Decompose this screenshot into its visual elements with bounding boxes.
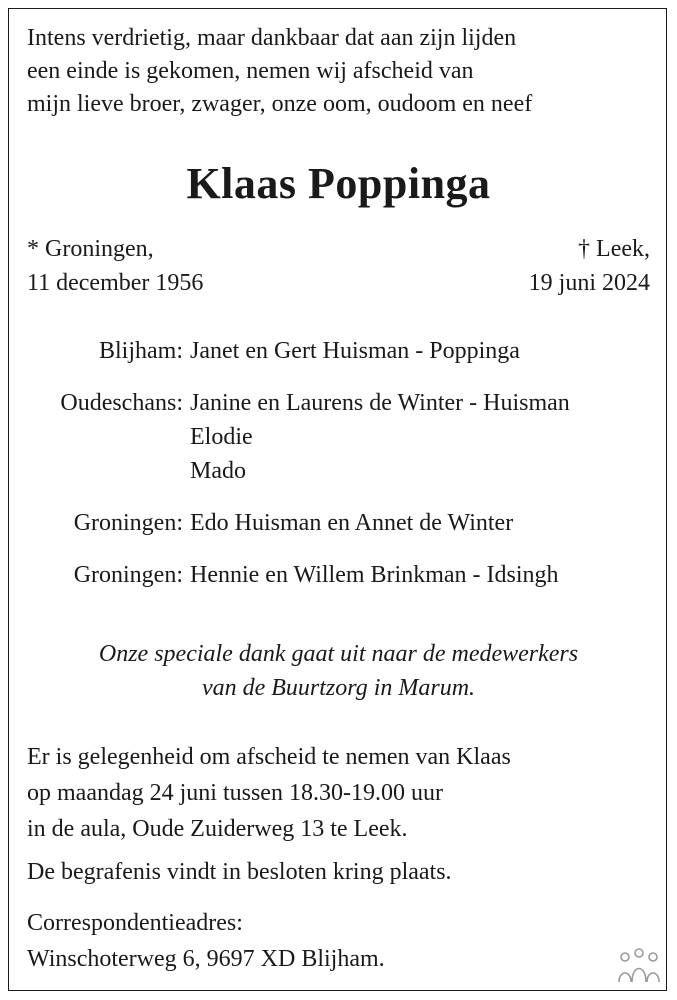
relative-name: Janine en Laurens de Winter - Huisman bbox=[190, 390, 570, 416]
intro-line: mijn lieve broer, zwager, onze oom, oudoom en neef bbox=[27, 91, 533, 117]
relative-names bbox=[183, 334, 520, 368]
relative-place: Groningen: bbox=[73, 510, 183, 536]
death-info bbox=[529, 232, 650, 300]
people-group-icon bbox=[617, 948, 661, 986]
relative-name: Hennie en Willem Brinkman - Idsingh bbox=[190, 562, 559, 588]
death-date: 19 juni 2024 bbox=[528, 270, 650, 296]
relative-entry bbox=[0, 506, 677, 540]
relative-name: Janet en Gert Huisman - Poppinga bbox=[190, 338, 520, 364]
relative-place: Groningen: bbox=[73, 562, 183, 588]
birth-info bbox=[27, 232, 203, 300]
intro-line: Intens verdrietig, maar dankbaar dat aan zijn lijden bbox=[27, 25, 517, 51]
relative-entry bbox=[0, 558, 677, 592]
viewing-line: op maandag 24 juni tussen 18.30-19.00 uur bbox=[27, 780, 443, 806]
relative-entry bbox=[0, 386, 677, 488]
intro-text bbox=[27, 22, 657, 121]
viewing-line: Er is gelegenheid om afscheid te nemen van Klaas bbox=[27, 744, 511, 770]
relative-place: Oudeschans: bbox=[60, 390, 183, 416]
funeral-info: De begrafenis vindt in besloten kring plaats. bbox=[27, 859, 452, 885]
viewing-info bbox=[27, 739, 511, 847]
relative-entry bbox=[0, 334, 677, 368]
relative-names bbox=[183, 558, 559, 592]
thanks-text bbox=[0, 637, 677, 705]
correspondence-label: Correspondentieadres: bbox=[27, 910, 243, 936]
death-place: † Leek, bbox=[578, 236, 650, 262]
relative-place: Blijham: bbox=[99, 338, 183, 364]
correspondence-address: Winschoterweg 6, 9697 XD Blijham. bbox=[27, 946, 385, 972]
birth-date: 11 december 1956 bbox=[27, 270, 204, 296]
thanks-line: Onze speciale dank gaat uit naar de medewerkers bbox=[98, 641, 579, 667]
relative-name: Elodie bbox=[190, 424, 253, 450]
intro-line: een einde is gekomen, nemen wij afscheid van bbox=[27, 58, 474, 84]
birth-place: * Groningen, bbox=[27, 236, 154, 262]
thanks-line: van de Buurtzorg in Marum. bbox=[201, 675, 476, 701]
relative-name: Edo Huisman en Annet de Winter bbox=[190, 510, 514, 536]
relatives-list bbox=[0, 334, 677, 610]
viewing-line: in de aula, Oude Zuiderweg 13 te Leek. bbox=[27, 816, 408, 842]
relative-name: Mado bbox=[190, 458, 246, 484]
relative-names bbox=[183, 506, 513, 540]
deceased-name: Klaas Poppinga bbox=[186, 159, 491, 208]
correspondence bbox=[27, 905, 385, 977]
relative-names bbox=[183, 386, 570, 488]
